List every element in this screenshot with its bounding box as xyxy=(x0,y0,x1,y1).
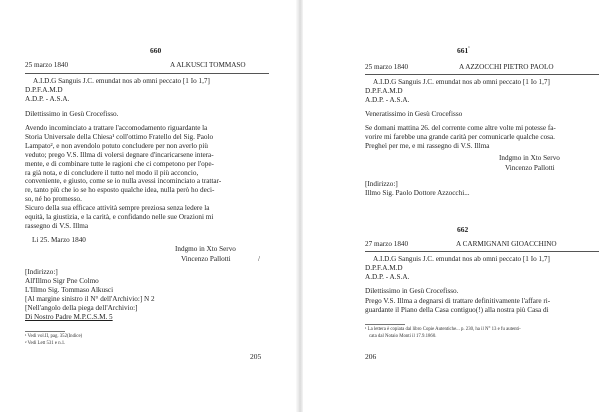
letter-number: 662 xyxy=(457,225,469,234)
address-line: [Indirizzo:] xyxy=(365,180,398,188)
body-line: equità, la giustizia, e la carità, e confidando nelle sue Orazioni mi xyxy=(25,213,214,222)
letter-recipient: A CARMIGNANI GIOACCHINO xyxy=(456,240,557,248)
letter-date: 27 marzo 1840 xyxy=(365,240,409,248)
letter-number xyxy=(457,46,470,55)
body-line: Se domani mattina 26. del corrente come altre volte mi potesse fa- xyxy=(365,124,556,132)
footnote-rule xyxy=(365,324,405,325)
signature-line-1: Indgmo in Xto Servo xyxy=(175,245,236,253)
invocation-header xyxy=(25,77,210,104)
body-line: so, né ho promesso. xyxy=(25,195,82,204)
body-line: mente, e di combinare tutte le ragioni che ci competono per l'ope- xyxy=(25,159,214,168)
letter-date: 25 marzo 1840 xyxy=(25,61,69,69)
letter-number: 660 xyxy=(150,46,162,55)
page-number: 205 xyxy=(250,352,262,361)
header-rule xyxy=(365,74,599,75)
footnote: ¹ Vedi vol.II, pag. 352(Indice) xyxy=(25,334,83,339)
invocation-line: A.I.D.G Sanguis J.C. emundat nos ab omni peccato [1 Io 1,7] xyxy=(373,78,550,86)
invocation-line: A.D.P. - A.S.A. xyxy=(25,94,70,103)
body-line: Prego V.S. Illma a degnarsi di trattare definitivamente l'affare ri- xyxy=(365,297,551,305)
letter-body xyxy=(25,124,221,231)
footnote: ¹ La lettera è copiata dal libro Copie Autentiche... p. 230, ha il N° 13 e fu autenti- xyxy=(365,327,521,332)
footnote: cata dal Notaio Monti il 17.9.1860. xyxy=(369,334,437,339)
left-page xyxy=(0,0,296,412)
address-line: [Indirizzo:] xyxy=(25,268,58,276)
letter-date: 25 marzo 1840 xyxy=(365,63,409,71)
book-gutter xyxy=(296,0,303,412)
header-rule xyxy=(365,251,599,252)
footnote-rule xyxy=(25,331,65,332)
body-line: Storia Universale della Chiesa¹ coll'ottimo Fratello del Sig. Paolo xyxy=(25,132,214,141)
letter-body xyxy=(365,124,556,151)
page-number: 206 xyxy=(365,352,377,361)
address-line: [Al margine sinistro il N° dell'Archivio:] N 2 xyxy=(25,294,155,303)
invocation-line: A.I.D.G Sanguis J.C. emundat nos ab omni peccato [1 Io 1,7] xyxy=(373,255,550,263)
letter-number-footnote-mark: ¹ xyxy=(468,46,470,52)
invocation-line: D.P.F.A.M.D xyxy=(25,85,63,94)
signature-line-2: Vincenzo Pallotti xyxy=(181,255,231,263)
body-line: Sicuro della sua efficace attività sempre preziosa senza ledere la xyxy=(25,204,210,213)
body-line: re, tanto più che io se ho esposto qualche idea, nulla però ho deci- xyxy=(25,186,215,195)
address-line: [Nell'angolo della piega dell'Archivio:] xyxy=(25,303,138,312)
invocation-header xyxy=(365,255,550,282)
invocation-header xyxy=(365,78,550,105)
address-line: Illmo Sig. Paolo Dottore Azzocchi... xyxy=(365,188,470,197)
body-line: conveniente, e giusto, come se io nulla avessi incominciato a trattar- xyxy=(25,177,222,186)
body-line: guardante il Piano della Casa contiguo(!) alla nostra più Casa di xyxy=(365,305,549,314)
header-rule xyxy=(25,73,269,74)
body-line: vorire mi farebbe una grande carità per comunicarle qualche cosa. xyxy=(365,132,555,141)
letter-recipient: A AZZOCCHI PIETRO PAOLO xyxy=(459,63,554,71)
salutation: Dilettissimo in Gesù Crocefisso. xyxy=(25,110,119,118)
invocation-line: A.D.P. - A.S.A. xyxy=(365,95,410,104)
body-line: ra già nota, e di concludere il tutto nel modo il più acconcio, xyxy=(25,168,199,177)
signature-line-1: Indgmo in Xto Servo xyxy=(499,154,560,162)
signature-mark: / xyxy=(258,255,260,263)
address-line: L'Illmo Sig. Tommaso Alkusci xyxy=(25,285,114,294)
address-block xyxy=(365,180,470,198)
address-block xyxy=(25,268,155,321)
body-line: veduto; prego V.S. Illma di volersi degnare d'incaricarsene intera- xyxy=(25,150,214,159)
place-date: Li 25. Marzo 1840 xyxy=(32,236,86,244)
body-line: Avendo incominciato a trattare l'accomodamento riguardante la xyxy=(25,124,208,132)
salutation: Veneratissimo in Gesù Crocefisso xyxy=(365,110,463,118)
invocation-line: A.D.P. - A.S.A. xyxy=(365,272,410,281)
footnote: ² Vedi Lett 531 e n.1. xyxy=(25,341,66,346)
right-page xyxy=(303,0,599,412)
letter-recipient: A ALKUSCI TOMMASO xyxy=(170,61,246,69)
invocation-line: D.P.F.A.M.D xyxy=(365,86,403,95)
salutation: Dilettissimo in Gesù Crocefisso. xyxy=(365,287,459,295)
body-line: Lampato², e non avendolo potuto concludere per non averlo più xyxy=(25,141,208,150)
address-line: All'Illmo Sigr Pne Colmo xyxy=(25,276,99,285)
body-line: rassegno di V.S. Illma xyxy=(25,221,89,230)
body-line: Pregheì per me, e mi rassegno di V.S. Illma xyxy=(365,141,490,150)
invocation-line: D.P.F.A.M.D xyxy=(365,263,403,272)
signature-line-2: Vincenzo Pallotti xyxy=(505,164,555,172)
invocation-line: A.I.D.G Sanguis J.C. emundat nos ab omni peccato [1 Io 1,7] xyxy=(33,77,210,85)
letter-number-text: 661 xyxy=(457,46,469,55)
address-line: Di Nostro Padre M.P.C.S.M. 5 xyxy=(25,312,113,321)
letter-body xyxy=(365,297,550,315)
